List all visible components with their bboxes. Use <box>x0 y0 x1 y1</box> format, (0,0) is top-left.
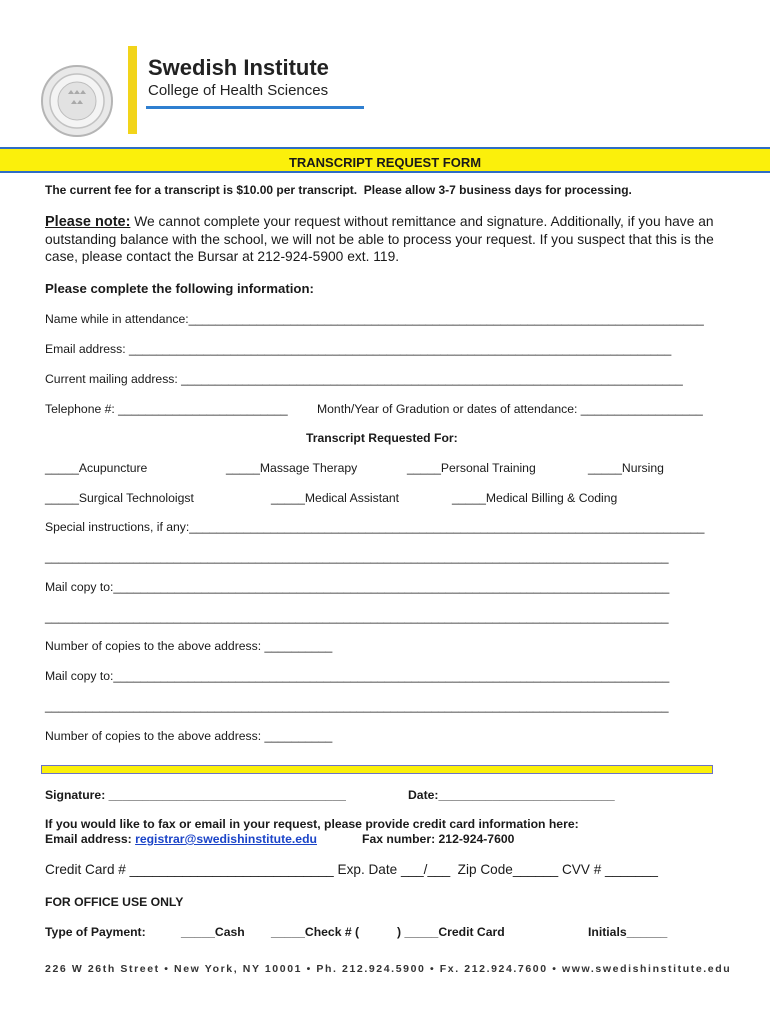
mail-copy-1-line[interactable]: ____________________________________________________________________________________________ <box>45 610 669 624</box>
program-surgical-tech[interactable]: _____Surgical Technoloigst <box>45 491 194 505</box>
fax-instructions: If you would like to fax or email in your request, please provide credit card information here: <box>45 817 579 831</box>
note-text: We cannot complete your request without remittance and signature. Additionally, if you have an outstanding balance with the school, we will not be able to process your request. If you suspect that this is the case, please contact the Bursar at 212-924-5900 ext. 119. <box>45 214 714 264</box>
email-contact <box>45 832 317 846</box>
payment-credit-option[interactable]: ) _____Credit Card <box>397 925 505 939</box>
program-nursing[interactable]: _____Nursing <box>588 461 664 475</box>
logo-underline <box>146 106 364 109</box>
mail-copy-1-field[interactable]: Mail copy to:__________________________________________________________________________________ <box>45 580 670 594</box>
program-medical-billing[interactable]: _____Medical Billing & Coding <box>452 491 618 505</box>
program-personal-training[interactable]: _____Personal Training <box>407 461 536 475</box>
mailing-address-field[interactable]: Current mailing address: __________________________________________________________________________ <box>45 372 683 386</box>
copies-1-field[interactable]: Number of copies to the above address: __________ <box>45 639 333 653</box>
section-heading: Please complete the following information: <box>45 281 314 296</box>
school-name: Swedish Institute <box>148 55 329 80</box>
copies-2-field[interactable]: Number of copies to the above address: __________ <box>45 729 333 743</box>
form-title: TRANSCRIPT REQUEST FORM <box>288 155 482 170</box>
divider-bar <box>41 765 713 774</box>
email-label: Email address: <box>45 832 136 846</box>
fax-number: Fax number: 212-924-7600 <box>362 832 515 846</box>
program-massage-therapy[interactable]: _____Massage Therapy <box>226 461 358 475</box>
program-acupuncture[interactable]: _____Acupuncture <box>45 461 148 475</box>
office-use-heading: FOR OFFICE USE ONLY <box>45 895 184 909</box>
footer-address: 226 W 26th Street • New York, NY 10001 • Ph. 212.924.5900 • Fx. 212.924.7600 • www.swedishinstitute.edu <box>45 963 732 975</box>
telephone-field[interactable]: Telephone #: _________________________ <box>45 402 288 416</box>
mail-copy-2-line[interactable]: ____________________________________________________________________________________________ <box>45 699 669 713</box>
school-seal-icon <box>40 64 114 138</box>
email-field[interactable]: Email address: ________________________________________________________________________________ <box>45 342 672 356</box>
credit-card-field[interactable]: Credit Card # ___________________________ Exp. Date ___/___ Zip Code______ CVV # _______ <box>45 862 658 877</box>
special-instructions-line[interactable]: ____________________________________________________________________________________________ <box>45 550 669 564</box>
program-medical-assistant[interactable]: _____Medical Assistant <box>271 491 400 505</box>
name-field[interactable]: Name while in attendance:____________________________________________________________________________ <box>45 312 704 326</box>
date-field[interactable]: Date:__________________________ <box>408 788 615 802</box>
special-instructions-field[interactable]: Special instructions, if any:____________________________________________________________________________ <box>45 520 705 534</box>
graduation-date-field[interactable]: Month/Year of Gradution or dates of attendance: __________________ <box>317 402 703 416</box>
payment-check-option[interactable]: _____Check # ( <box>271 925 360 939</box>
school-subtitle: College of Health Sciences <box>148 82 329 99</box>
logo-accent-bar <box>128 46 137 134</box>
fee-notice: The current fee for a transcript is $10.00 per transcript. Please allow 3-7 business days for processing. <box>45 183 632 197</box>
note-label: Please note: <box>45 214 131 230</box>
transcript-heading: Transcript Requested For: <box>306 431 458 445</box>
mail-copy-2-field[interactable]: Mail copy to:__________________________________________________________________________________ <box>45 669 670 683</box>
registrar-email-link[interactable]: registrar@swedishinstitute.edu <box>135 832 317 846</box>
payment-type-label: Type of Payment: <box>45 925 146 939</box>
payment-cash-option[interactable]: _____Cash <box>181 925 245 939</box>
initials-field[interactable]: Initials______ <box>588 925 668 939</box>
signature-field[interactable]: Signature: ___________________________________ <box>45 788 346 802</box>
note-paragraph <box>45 213 725 265</box>
